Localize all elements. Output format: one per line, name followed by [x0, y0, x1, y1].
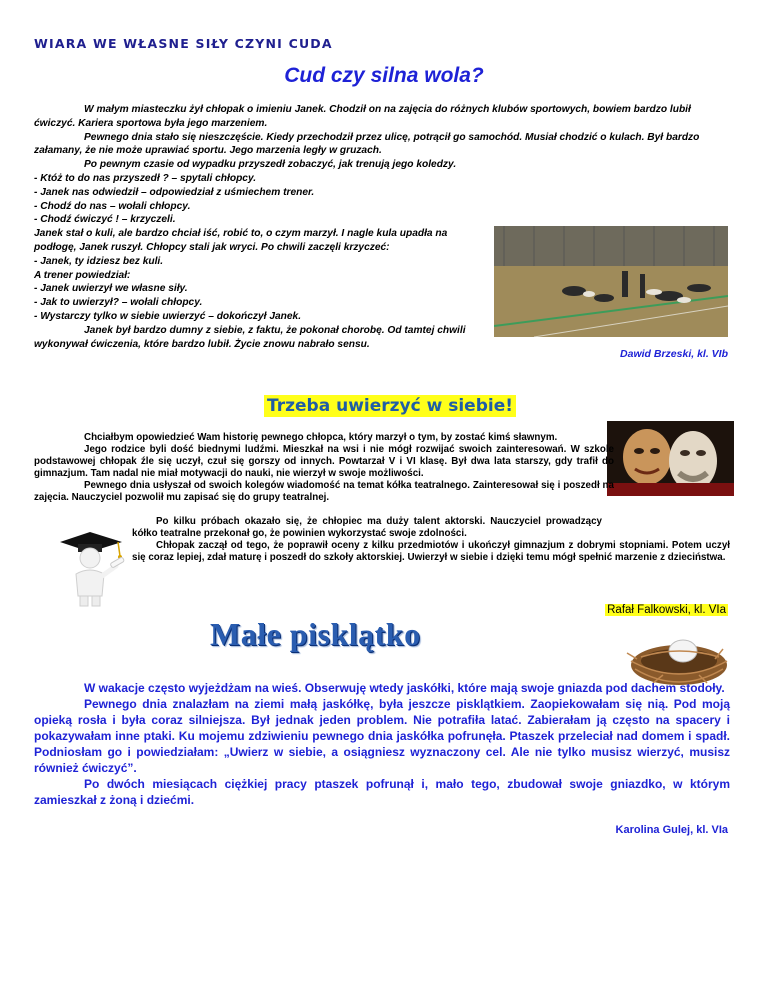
section1-paragraph: Po pewnym czasie od wypadku przyszedł zobaczyć, jak trenują jego koledzy.	[84, 159, 457, 171]
section3-title: Małe pisklątko	[210, 616, 421, 652]
section2-paragraph: Pewnego dnia usłyszał od swoich kolegów wiadomość na temat kółka teatralnego. Zainteresował się i poszedł na zajęcia. Nauczyciel pozwolił mu zapisać się do grupy teatralnej.	[34, 480, 614, 503]
section3-body	[34, 680, 730, 808]
graduate-figure-icon	[52, 526, 130, 608]
section2-body	[34, 432, 614, 504]
section3-paragraph: W wakacje często wyjeżdżam na wieś. Obserwuję wtedy jaskółki, które mają swoje gniazda pod dachem stodoły.	[84, 681, 725, 695]
section1-line: - Któż to do nas przyszedł ? – spytali chłopcy.	[34, 172, 257, 184]
section2-title: Trzeba uwierzyć w siebie!	[264, 395, 516, 417]
section2-author: Rafał Falkowski, kl. VIa	[607, 604, 726, 616]
theater-masks-photo	[607, 421, 734, 496]
section1-paragraph: Janek był bardzo dumny z siebie, z faktu, że pokonał chorobę. Od tamtej chwili wykonywał ćwiczenia, które bardzo lubił. Życie znowu nabrało sensu.	[34, 324, 466, 350]
section3-paragraph: Po dwóch miesiącach ciężkiej pracy ptaszek pofrunął i, mało tego, zbudował swoje gniazdko, w którym zamieszkał z żoną i dziećmi.	[34, 777, 730, 807]
section1-line: Janek stał o kuli, ale bardzo chciał iść, robić to, o czym marzył. I nagle kula upadła na podłogę, Janek ruszył. Chłopcy stali jak wryci. Po chwili zaczęli krzyczeć:	[34, 228, 448, 253]
section2-paragraph: Chłopak zaczął od tego, że poprawił oceny z kilku przedmiotów i ukończył gimnazjum z dobrymi stopniami. Potem uczył się coraz lepiej, zdał maturę i poszedł do szkoły aktorskiej. Uwierzył w siebie i dzięki temu mógł spełnić marzenie z dzieciństwa.	[132, 540, 730, 563]
section1-paragraph: Pewnego dnia stało się nieszczęście. Kiedy przechodził przez ulicę, potrącił go samochód. Musiał chodzić o kulach. Był bardzo załamany, że nie może uprawiać sportu. Jego marzenia legły w gruzach.	[34, 131, 700, 157]
section1-line: - Janek nas odwiedził – odpowiedział z uśmiechem trener.	[34, 186, 315, 198]
section2-paragraph: Chciałbym opowiedzieć Wam historię pewnego chłopca, który marzył o tym, by zostać kimś sławnym.	[84, 432, 558, 443]
gym-photo	[494, 226, 728, 337]
section1-line: - Chodź do nas – wołali chłopcy.	[34, 200, 191, 212]
section1-author: Dawid Brzeski, kl. VIb	[620, 348, 728, 360]
section1-line: A trener powiedział:	[34, 269, 131, 281]
section2-paragraph: Po kilku próbach okazało się, że chłopiec ma duży talent aktorski. Nauczyciel prowadzący kółko teatralne przekonał go, że powinien wykorzystać swoje zdolności.	[132, 516, 602, 539]
section1-title: Cud czy silna wola?	[284, 64, 484, 87]
section3-author: Karolina Gulej, kl. VIa	[615, 824, 728, 836]
section1-line: - Janek, ty idziesz bez kuli.	[34, 255, 164, 267]
section2-paragraph: Jego rodzice byli dość biednymi ludźmi. Mieszkał na wsi i nie mógł rozwijać swoich zainteresowań. W szkole podstawowej chłopak źle się uczył, czuł się gorszy od innych. Powtarzał V i VI klasę. Był dwa lata starszy, gdy trafił do gimnazjum. Tam nadal nie miał motywacji do nauki, nie wierzył w swoje możliwości.	[34, 444, 614, 479]
section1-line: - Chodź ćwiczyć ! – krzyczeli.	[34, 214, 176, 226]
header-banner: WIARA WE WŁASNE SIŁY CZYNI CUDA	[34, 36, 333, 51]
section1-line: - Janek uwierzył we własne siły.	[34, 283, 188, 295]
section1-paragraph: W małym miasteczku żył chłopak o imieniu Janek. Chodził on na zajęcia do różnych klubów sportowych, bowiem bardzo lubił ćwiczyć. Kariera sportowa była jego marzeniem.	[34, 104, 691, 129]
section2-body-continued	[132, 516, 730, 564]
section3-paragraph: Pewnego dnia znalazłam na ziemi małą jaskółkę, była jeszcze pisklątkiem. Zaopiekowałam się nią. Pod moją opieką rosła i była coraz silniejsza. Był jednak jeden problem. Nie potrafiła latać. Zabierałam ją często na spacery i pokazywałam inne ptaki. Ku mojemu zdziwieniu pewnego dnia jaskółka pofrunęła. Ptaszek przeleciał nad domem i spadł. Podniosłam go i powiedziałam: „Uwierz w siebie, a osiągniesz wyznaczony cel. Ale nie tylko musisz wierzyć, musisz również ćwiczyć”.	[34, 697, 730, 775]
section1-line: - Jak to uwierzył? – wołali chłopcy.	[34, 297, 203, 309]
section1-line: - Wystarczy tylko w siebie uwierzyć – dokończył Janek.	[34, 310, 302, 322]
